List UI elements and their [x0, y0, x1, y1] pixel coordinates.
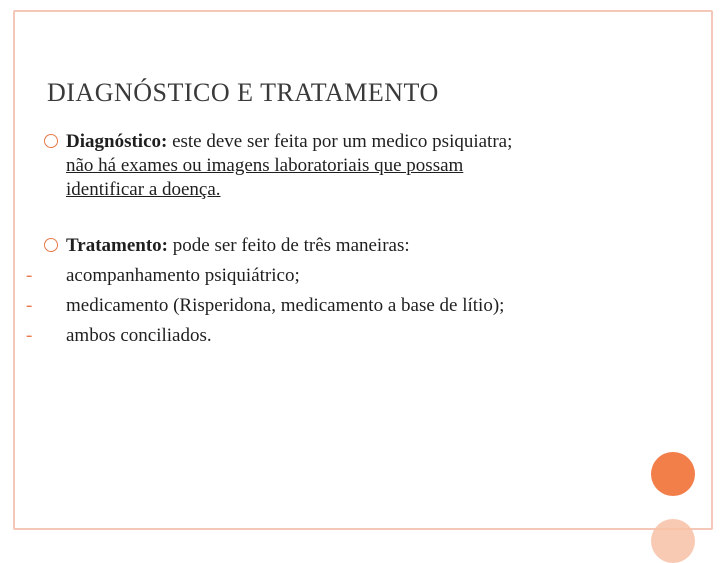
underlined-line: não há exames ou imagens laboratoriais que possam	[66, 155, 464, 176]
slide-title: DIAGNÓSTICO E TRATAMENTO	[47, 78, 439, 107]
dash-bullet-icon: -	[26, 265, 33, 286]
decorative-peach-circle	[651, 519, 695, 563]
bullet-heading: Tratamento:	[66, 235, 169, 256]
dash-item-text: medicamento (Risperidona, medicamento a base de lítio);	[66, 295, 505, 316]
dash-item	[26, 294, 644, 318]
dash-item-text: acompanhamento psiquiátrico;	[66, 265, 300, 286]
dash-bullet-icon: -	[26, 325, 33, 346]
bullet-diagnostico	[44, 130, 644, 202]
underlined-line: identificar a doença.	[66, 179, 221, 200]
slide-content	[26, 130, 644, 348]
bullet-text: este deve ser feita por um medico psiquiatra;	[167, 131, 513, 152]
dash-item	[26, 324, 644, 348]
ring-bullet-icon	[42, 236, 60, 254]
ring-bullet-icon	[42, 132, 60, 150]
bullet-heading: Diagnóstico:	[66, 131, 168, 152]
slide-frame-bottom-line	[13, 528, 713, 529]
decorative-orange-circle	[651, 452, 695, 496]
dash-item	[26, 264, 644, 288]
bullet-tratamento	[44, 234, 644, 258]
bullet-text: pode ser feito de três maneiras:	[168, 235, 410, 256]
dash-bullet-icon: -	[26, 295, 33, 316]
dash-item-text: ambos conciliados.	[66, 325, 212, 346]
